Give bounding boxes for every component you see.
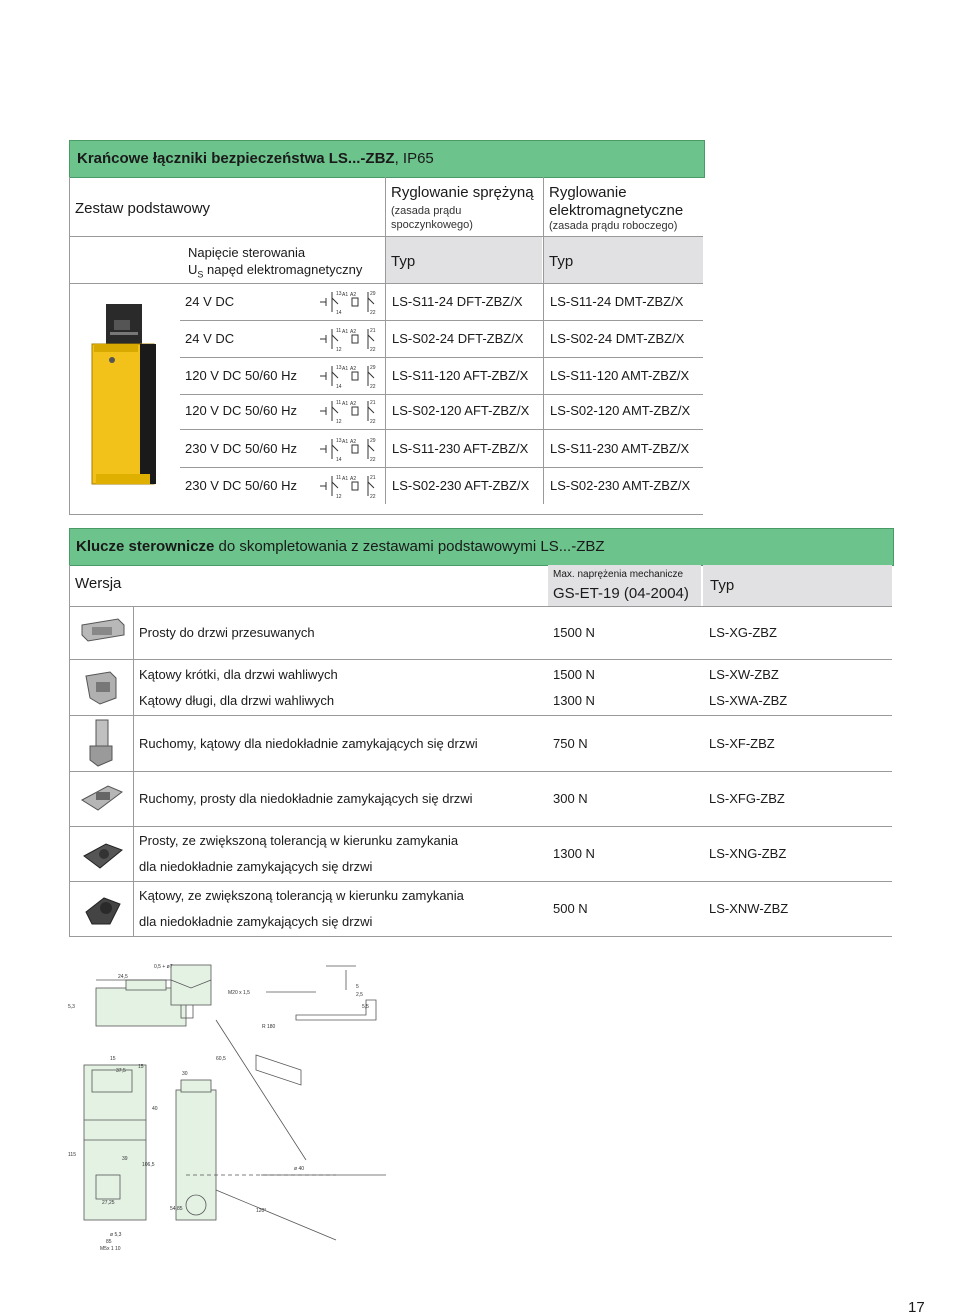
row-em-type: LS-S02-120 AMT-ZBZ/X (550, 403, 691, 418)
contact-label: 22 (370, 419, 376, 425)
key-desc: Kątowy krótki, dla drzwi wahliwych (139, 667, 338, 682)
dim-label: ø 5,3 (110, 1232, 122, 1238)
dimension-drawing (66, 960, 746, 1260)
contact-label: A1 (342, 401, 349, 407)
zestaw-label: Zestaw podstawowy (75, 200, 211, 217)
dim-label: 5,3 (68, 1004, 75, 1010)
key-angled-image (80, 668, 126, 708)
row-em-type: LS-S02-24 DMT-ZBZ/X (550, 331, 685, 346)
row-voltage: 120 V DC 50/60 Hz (185, 403, 298, 418)
contact-symbol (318, 325, 378, 353)
contact-label: 29 (370, 291, 376, 297)
section2-title: Klucze sterownicze do skompletowania z zestawami podstawowymi LS...-ZBZ (76, 538, 605, 555)
row-spring-type: LS-S11-120 AFT-ZBZ/X (392, 368, 529, 383)
contact-label: A2 (350, 329, 357, 335)
contact-label: 12 (336, 494, 342, 500)
contact-label: 14 (336, 384, 342, 390)
key-tolerance-angled-image (80, 890, 126, 930)
key-desc: Prosty, ze zwiększoną tolerancją w kierunku zamykania (139, 833, 459, 848)
contact-label: A1 (342, 476, 349, 482)
key-straight-image (78, 615, 128, 649)
row-divider (385, 392, 386, 429)
safety-switch-image (82, 304, 162, 488)
row-voltage: 24 V DC (185, 331, 235, 346)
row-spring-type: LS-S02-24 DFT-ZBZ/X (392, 331, 524, 346)
dim-label: ø 40 (294, 1166, 305, 1172)
typ-label-keys: Typ (710, 577, 735, 594)
contact-label: 12 (336, 419, 342, 425)
page-number: 17 (908, 1299, 925, 1316)
key-type: LS-XNG-ZBZ (709, 846, 787, 861)
dim-label: 15 (110, 1056, 116, 1062)
row-divider (385, 430, 386, 467)
typ-label-spring: Typ (391, 253, 416, 270)
voltage-label-1: Napięcie sterowania (188, 245, 306, 260)
contact-label: A2 (350, 401, 357, 407)
contact-label: 13 (336, 438, 342, 444)
contact-label: A1 (342, 292, 349, 298)
row-voltage: 230 V DC 50/60 Hz (185, 441, 298, 456)
row-em-type: LS-S02-230 AMT-ZBZ/X (550, 478, 691, 493)
row-voltage: 120 V DC 50/60 Hz (185, 368, 298, 383)
row-divider (543, 320, 544, 357)
contact-label: 29 (370, 438, 376, 444)
dim-label: 24,5 (118, 974, 128, 980)
contact-label: 22 (370, 347, 376, 353)
typ-label-em: Typ (549, 253, 574, 270)
key-tolerance-straight-image (80, 836, 126, 876)
dim-label: 37,5 (116, 1068, 126, 1074)
dim-label: 40 (152, 1106, 158, 1112)
contact-label: 12 (336, 347, 342, 353)
key-movable-angled-image (86, 718, 116, 768)
key-type: LS-XW-ZBZ (709, 667, 779, 682)
contact-label: 21 (370, 400, 376, 406)
contact-label: 14 (336, 457, 342, 463)
contact-label: A1 (342, 366, 349, 372)
row-voltage: 24 V DC (185, 294, 235, 309)
row-divider (543, 357, 544, 394)
dim-label: 39 (122, 1156, 128, 1162)
col-em-title: Ryglowanie elektromagnetyczne (549, 184, 684, 219)
col-spring-sub: (zasada prądu spoczynkowego) (391, 205, 473, 231)
row-divider (180, 429, 703, 430)
contact-label: 22 (370, 310, 376, 316)
contact-label: 29 (370, 365, 376, 371)
dim-label: M5x 1 10 (100, 1246, 121, 1252)
contact-label: 22 (370, 384, 376, 390)
col-spring-title: Ryglowanie sprężyną (391, 184, 534, 201)
contact-symbol (318, 288, 378, 316)
key-desc-2: dla niedokładnie zamykających się drzwi (139, 914, 373, 929)
dim-label: 85 (106, 1239, 112, 1245)
key-force: 750 N (553, 736, 588, 751)
row-voltage: 230 V DC 50/60 Hz (185, 478, 298, 493)
contact-label: 22 (370, 457, 376, 463)
section1-title: Krańcowe łączniki bezpieczeństwa LS...-ZBZ, IP65 (77, 150, 434, 167)
key-force: 1300 N (553, 846, 595, 861)
row-spring-type: LS-S11-230 AFT-ZBZ/X (392, 441, 529, 456)
dim-label: 106,5 (142, 1162, 155, 1168)
contact-symbol (318, 435, 378, 463)
contact-symbol (318, 362, 378, 390)
dim-label: 0,5 + ø7 (154, 964, 173, 970)
row-divider (543, 392, 544, 429)
dim-label: 115 (68, 1152, 76, 1158)
contact-label: 13 (336, 365, 342, 371)
key-force: 1500 N (553, 667, 595, 682)
key-force: 500 N (553, 901, 588, 916)
contact-label: A2 (350, 476, 357, 482)
contact-label: A1 (342, 439, 349, 445)
dim-label: 54,85 (170, 1206, 183, 1212)
row-divider (180, 467, 703, 468)
key-movable-straight-image (78, 780, 128, 816)
row-divider (180, 357, 703, 358)
key-type: LS-XFG-ZBZ (709, 791, 785, 806)
key-type: LS-XF-ZBZ (709, 736, 775, 751)
row-em-type: LS-S11-24 DMT-ZBZ/X (550, 294, 684, 309)
row-em-type: LS-S11-120 AMT-ZBZ/X (550, 368, 690, 383)
row-divider (543, 430, 544, 467)
voltage-label-2: $U_S$ napęd elektromagnetyczny (188, 262, 363, 280)
key-force: 1300 N (553, 693, 595, 708)
row-spring-type: LS-S11-24 DFT-ZBZ/X (392, 294, 523, 309)
contact-label: A2 (350, 439, 357, 445)
key-type: LS-XG-ZBZ (709, 625, 777, 640)
key-force: 300 N (553, 791, 588, 806)
contact-label: 13 (336, 291, 342, 297)
dim-label: 15 (138, 1064, 144, 1070)
row-divider (385, 357, 386, 394)
key-desc: Kątowy, ze zwiększoną tolerancją w kierunku zamykania (139, 888, 464, 903)
key-desc: Ruchomy, kątowy dla niedokładnie zamykających się drzwi (139, 736, 478, 751)
max-label: Max. naprężenia mechanicze (553, 569, 684, 580)
wersja-label: Wersja (75, 575, 122, 592)
contact-label: A1 (342, 329, 349, 335)
section1-header (69, 140, 705, 178)
contact-label: 11 (336, 400, 342, 406)
contact-label: A2 (350, 366, 357, 372)
row-divider (385, 320, 386, 357)
dim-label: 5,5 (362, 1004, 369, 1010)
contact-symbol (318, 472, 378, 500)
dim-label: R 180 (262, 1024, 276, 1030)
dim-label: M20 x 1,5 (228, 990, 250, 996)
dim-label: 27,25 (102, 1200, 115, 1206)
row-spring-type: LS-S02-120 AFT-ZBZ/X (392, 403, 530, 418)
key-desc: Prosty do drzwi przesuwanych (139, 625, 315, 640)
row-divider (180, 394, 703, 395)
contact-label: A2 (350, 292, 357, 298)
key-desc: Kątowy długi, dla drzwi wahliwych (139, 693, 335, 708)
row-divider (543, 283, 544, 320)
contact-label: 21 (370, 328, 376, 334)
dim-label: 120° (256, 1208, 267, 1214)
dim-label: 30 (182, 1071, 188, 1077)
section2-header (69, 528, 894, 566)
contact-label: 11 (336, 328, 342, 334)
row-divider (385, 283, 386, 320)
dim-label: 2,5 (356, 992, 363, 998)
key-desc: Ruchomy, prosty dla niedokładnie zamykających się drzwi (139, 791, 473, 806)
row-divider (385, 467, 386, 504)
row-em-type: LS-S11-230 AMT-ZBZ/X (550, 441, 690, 456)
contact-label: 14 (336, 310, 342, 316)
norm-label: GS-ET-19 (04-2004) (553, 585, 689, 602)
col-em-sub: (zasada prądu roboczego) (549, 220, 678, 232)
dim-label: 60,5 (216, 1056, 226, 1062)
key-type: LS-XWA-ZBZ (709, 693, 788, 708)
contact-symbol (318, 397, 378, 425)
row-spring-type: LS-S02-230 AFT-ZBZ/X (392, 478, 530, 493)
row-divider (543, 467, 544, 504)
key-desc-2: dla niedokładnie zamykających się drzwi (139, 859, 373, 874)
contact-label: 22 (370, 494, 376, 500)
contact-label: 21 (370, 475, 376, 481)
dim-label: 5 (356, 984, 359, 990)
contact-label: 11 (336, 475, 342, 481)
row-divider (180, 320, 703, 321)
key-force: 1500 N (553, 625, 595, 640)
key-type: LS-XNW-ZBZ (709, 901, 789, 916)
